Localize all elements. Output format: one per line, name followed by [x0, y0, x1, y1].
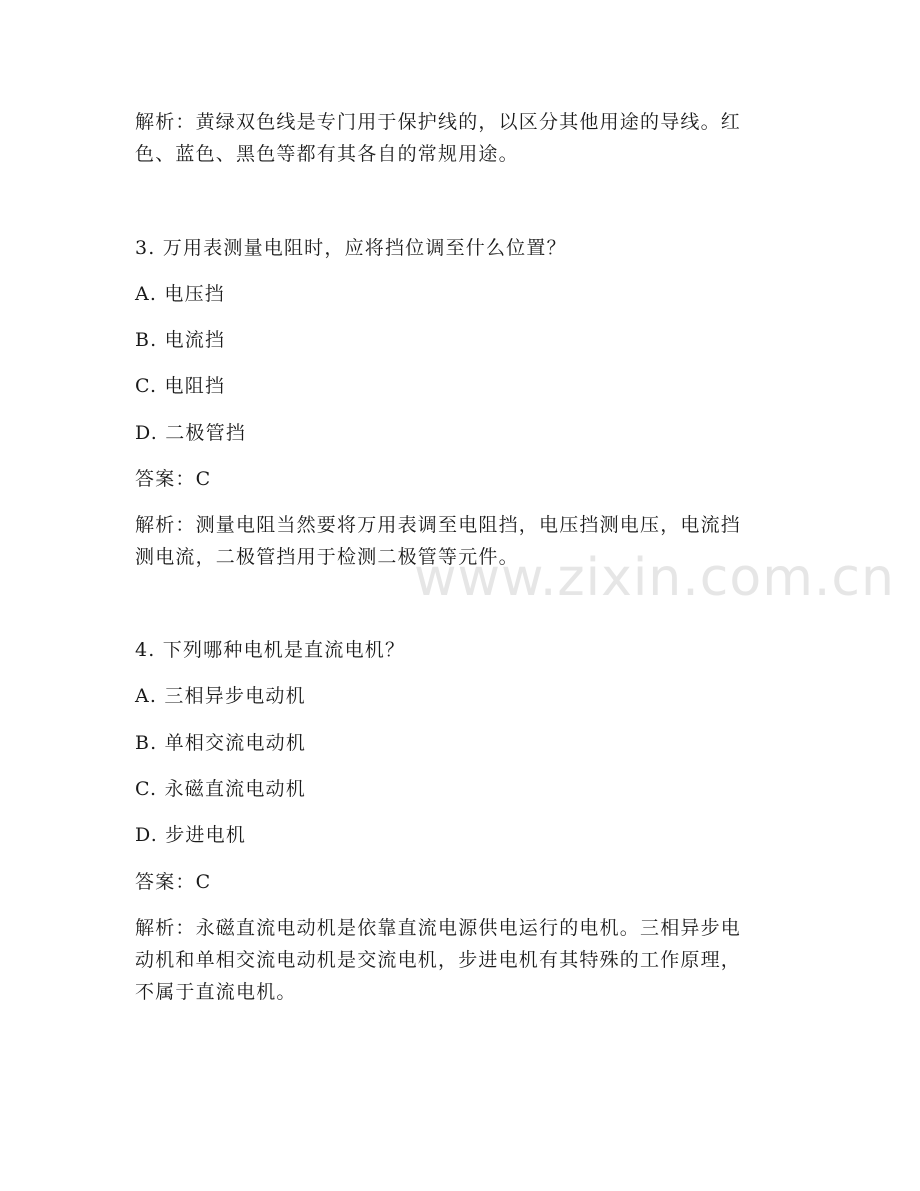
q4-option-c: C. 永磁直流电动机 [135, 778, 306, 800]
q4-option-d: D. 步进电机 [135, 824, 247, 846]
q3-question: 3. 万用表测量电阻时，应将挡位调至什么位置？ [135, 237, 567, 259]
q4-question: 4. 下列哪种电机是直流电机？ [135, 639, 406, 661]
intro-explanation-line-1: 解析：黄绿双色线是专门用于保护线的，以区分其他用途的导线。红 [135, 111, 742, 133]
q3-option-d: D. 二极管挡 [135, 422, 247, 444]
q3-option-b: B. 电流挡 [135, 329, 226, 351]
q4-explanation-line-1: 解析：永磁直流电动机是依靠直流电源供电运行的电机。三相异步电 [135, 917, 742, 939]
q3-explanation-line-2: 测电流，二极管挡用于检测二极管等元件。 [135, 546, 519, 568]
watermark: www.zixin.com.cn [414, 548, 895, 608]
q4-explanation [135, 912, 775, 1008]
q3-explanation-line-1: 解析：测量电阻当然要将万用表调至电阻挡，电压挡测电压，电流挡 [135, 514, 742, 536]
q4-option-b: B. 单相交流电动机 [135, 732, 307, 754]
q3-answer: 答案：C [135, 468, 212, 490]
q4-explanation-line-3: 不属于直流电机。 [135, 981, 297, 1003]
intro-explanation-line-2: 色、蓝色、黑色等都有其各自的常规用途。 [135, 143, 519, 165]
intro-explanation [135, 106, 775, 170]
q3-explanation [135, 509, 775, 573]
q4-option-a: A. 三相异步电动机 [135, 685, 306, 707]
q4-answer: 答案：C [135, 871, 212, 893]
q3-option-c: C. 电阻挡 [135, 375, 226, 397]
q3-option-a: A. 电压挡 [135, 283, 226, 305]
q4-explanation-line-2: 动机和单相交流电动机是交流电机，步进电机有其特殊的工作原理， [135, 949, 742, 971]
